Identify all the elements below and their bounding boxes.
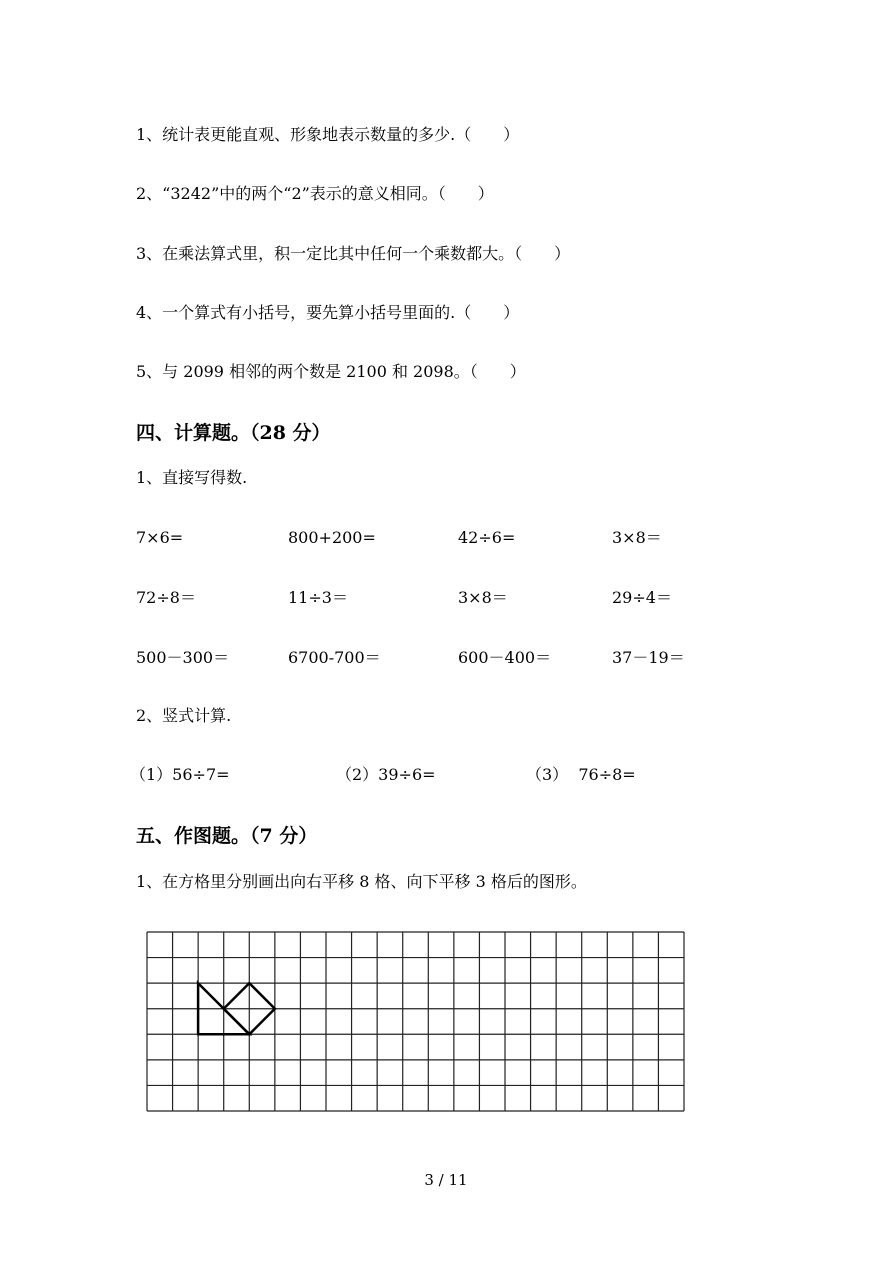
judgement-item-5: 5、与 2099 相邻的两个数是 2100 和 2098。（ ） xyxy=(136,362,526,381)
shape-diamond xyxy=(224,983,275,1034)
judgement-item-1: 1、统计表更能直观、形象地表示数量的多少.（ ） xyxy=(136,125,520,144)
vertical-calc-item: （1）56÷7= xyxy=(130,765,230,784)
calc-item: 42÷6= xyxy=(458,528,516,547)
direct-calc-instruction: 1、直接写得数. xyxy=(136,468,248,487)
drawing-instruction: 1、在方格里分别画出向右平移 8 格、向下平移 3 格后的图形。 xyxy=(136,872,587,891)
calc-item: 11÷3＝ xyxy=(288,588,348,607)
calc-item: 6700-700＝ xyxy=(288,648,381,667)
judgement-item-4: 4、一个算式有小括号，要先算小括号里面的.（ ） xyxy=(136,303,520,322)
calc-item: 37－19＝ xyxy=(612,648,685,667)
page-number: 3 / 11 xyxy=(424,1171,468,1189)
grid-lines xyxy=(147,932,684,1111)
calc-item: 500－300＝ xyxy=(136,648,230,667)
judgement-item-2: 2、“3242”中的两个“2”表示的意义相同。（ ） xyxy=(136,184,494,203)
judgement-item-3: 3、在乘法算式里，积一定比其中任何一个乘数都大。（ ） xyxy=(136,244,571,263)
shape-left-triangle xyxy=(198,983,249,1034)
calc-item: 800+200= xyxy=(288,528,376,547)
vertical-calc-item: （3） 76÷8= xyxy=(526,765,636,784)
calc-item: 29÷4＝ xyxy=(612,588,672,607)
section-5-title: 五、作图题。（7 分） xyxy=(136,825,318,847)
vertical-calc-instruction: 2、竖式计算. xyxy=(136,706,232,725)
calc-item: 3×8＝ xyxy=(458,588,508,607)
vertical-calc-item: （2）39÷6= xyxy=(336,765,436,784)
calc-item: 3×8＝ xyxy=(612,528,662,547)
bowtie-shape xyxy=(198,983,275,1034)
section-4-title: 四、计算题。（28 分） xyxy=(136,422,331,444)
calc-item: 600－400＝ xyxy=(458,648,552,667)
calc-item: 7×6= xyxy=(136,528,184,547)
calc-item: 72÷8＝ xyxy=(136,588,196,607)
